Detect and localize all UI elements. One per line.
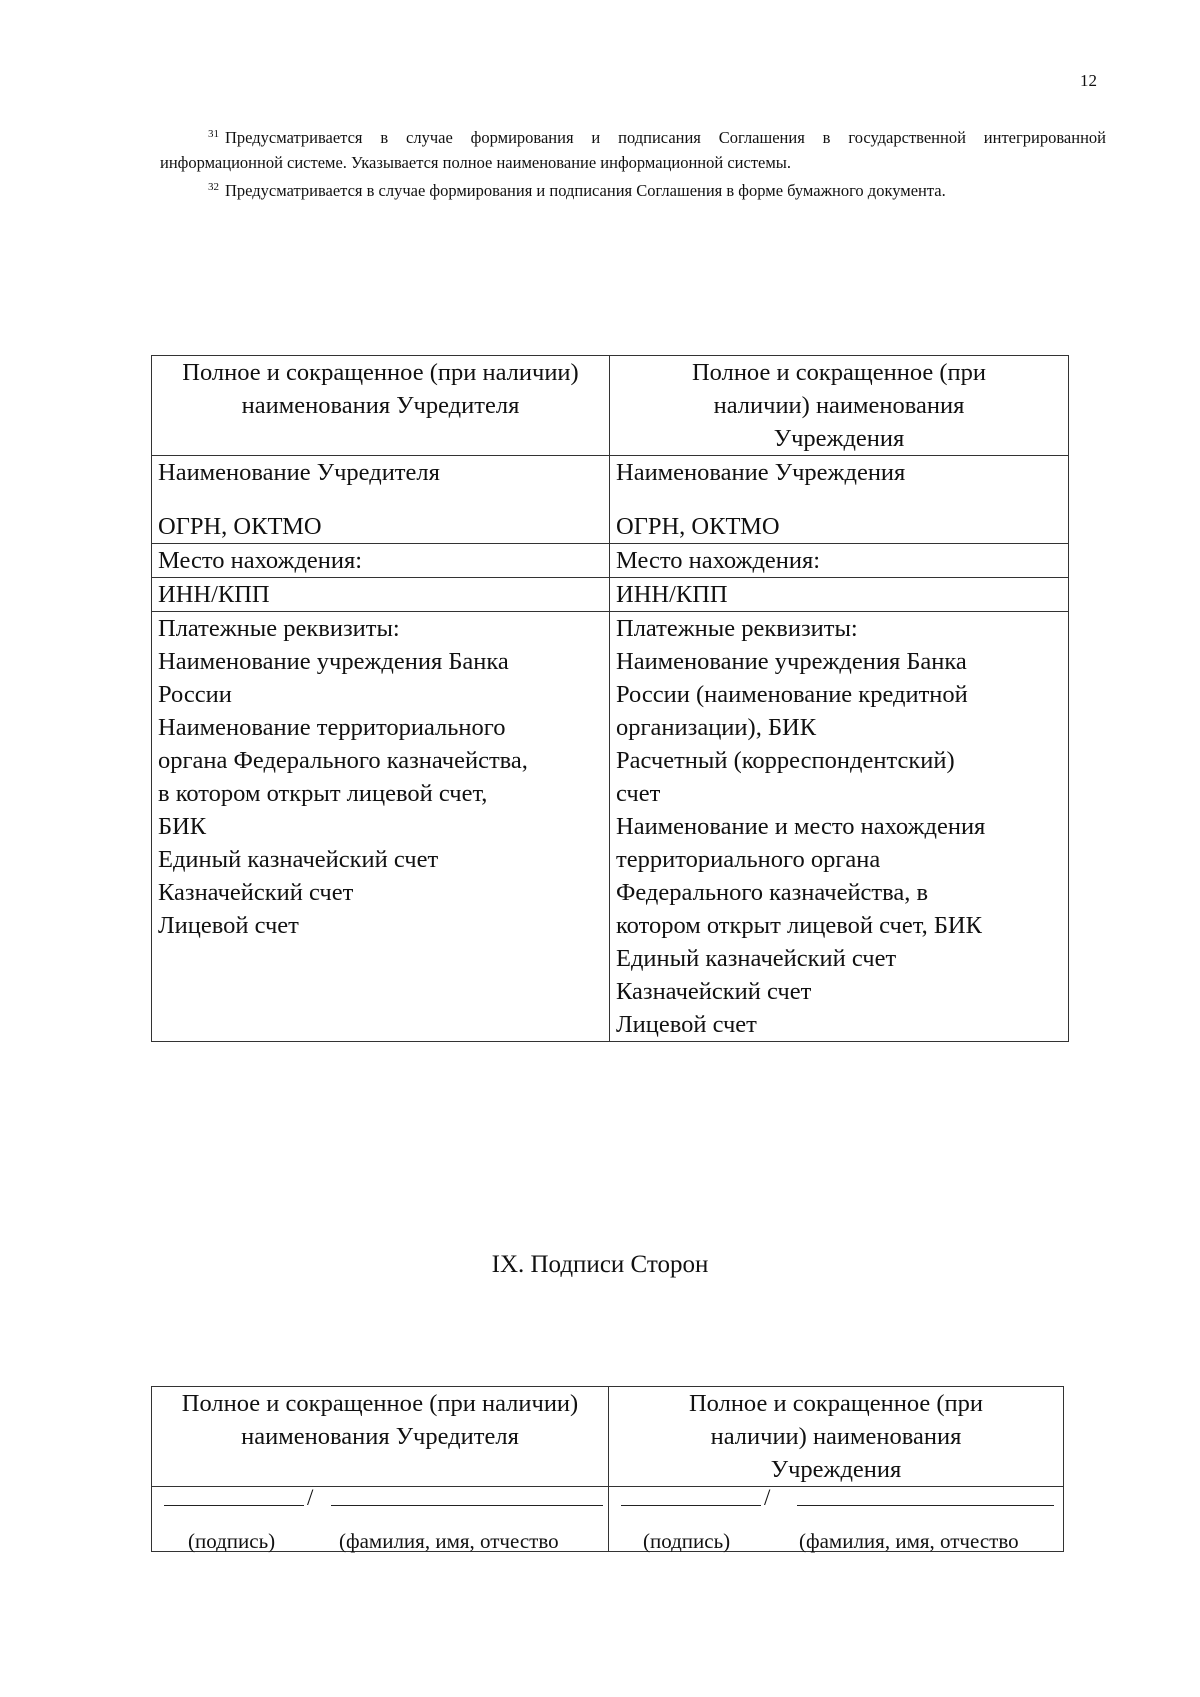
payment-line: Наименование учреждения Банка [616,648,967,675]
institution-name: Наименование Учреждения [616,459,906,486]
signature-caption: (подпись) [643,1529,731,1553]
institution-inn-kpp: ИНН/КПП [610,578,1069,612]
institution-payment-details [610,612,1069,1042]
footnote-mark: 32 [208,181,219,193]
footnotes [160,122,1106,203]
name-row [152,456,1069,544]
payment-line: Платежные реквизиты: [616,615,858,642]
founder-header-cell [152,356,610,456]
institution-codes: ОГРН, ОКТМО [616,513,780,540]
payment-line: органа Федерального казначейства, [158,747,528,774]
section-heading: IX. Подписи Сторон [491,1251,709,1278]
signatures-table [151,1386,1064,1552]
payment-line: Единый казначейский счет [616,945,897,972]
founder-header-text: Полное и сокращенное (при наличии) наименования Учредителя [182,359,579,419]
founder-payment-details [152,612,610,1042]
signature-line[interactable] [621,1487,761,1506]
institution-header-line: Полное и сокращенное (при [688,1390,984,1417]
payment-line: Единый казначейский счет [158,846,439,873]
institution-header-line: Учреждения [773,425,905,452]
payment-line: Наименование учреждения Банка [158,648,509,675]
payment-details-row [152,612,1069,1042]
payment-line: Лицевой счет [616,1011,757,1038]
institution-header-line: наличии) наименования [713,392,965,419]
institution-header-cell [610,356,1069,456]
name-line[interactable] [331,1487,603,1506]
footnote-mark: 31 [208,128,219,140]
footnote [160,175,1106,203]
payment-line: Лицевой счет [158,912,299,939]
payment-line: Наименование территориального [158,714,506,741]
institution-signature-cell [609,1487,1064,1552]
founder-inn-kpp: ИНН/КПП [152,578,610,612]
payment-line: России [158,681,232,708]
payment-line: Казначейский счет [158,879,354,906]
payment-line: Наименование и место нахождения [616,813,986,840]
founder-header-text: Полное и сокращенное (при наличии) наименования Учредителя [181,1390,579,1450]
payment-line: России (наименование кредитной [616,681,968,708]
signature-slash: / [307,1485,314,1510]
signatures-header-row [152,1387,1064,1487]
payment-line: БИК [158,813,207,840]
payment-line: организации), БИК [616,714,817,741]
institution-header-line: Учреждения [770,1456,902,1483]
founder-codes: ОГРН, ОКТМО [158,513,322,540]
payment-line: территориального органа [616,846,881,873]
signature-row [152,1487,1064,1552]
payment-line: в котором открыт лицевой счет, [158,780,488,807]
signature-line[interactable] [164,1487,304,1506]
requisites-table [151,355,1069,1042]
footnote-text: Предусматривается в случае формирования и подписания Соглашения в государственной интегрированной информационной системе. Указывается полное наименование информационной системы. [160,128,1106,172]
founder-header-cell [152,1387,609,1487]
footnote [160,122,1106,175]
footnote-text: Предусматривается в случае формирования и подписания Соглашения в форме бумажного документа. [225,181,946,200]
signature-caption: (подпись) [188,1529,276,1553]
name-caption: (фамилия, имя, отчество [339,1529,559,1553]
founder-location: Место нахождения: [152,544,610,578]
institution-name-cell [610,456,1069,544]
inn-kpp-row [152,578,1069,612]
institution-header-cell [609,1387,1064,1487]
payment-line: Казначейский счет [616,978,812,1005]
institution-header-line: наличии) наименования [710,1423,962,1450]
founder-name: Наименование Учредителя [158,459,440,486]
requisites-header-row [152,356,1069,456]
page-number: 12 [1080,71,1097,90]
founder-signature-cell [152,1487,609,1552]
name-caption: (фамилия, имя, отчество [799,1529,1019,1553]
payment-line: Федерального казначейства, в [616,879,929,906]
payment-line: счет [616,780,661,807]
payment-line: Расчетный (корреспондентский) [616,747,955,774]
signature-slash: / [764,1485,771,1510]
institution-header-line: Полное и сокращенное (при [691,359,987,386]
institution-location: Место нахождения: [610,544,1069,578]
payment-line: котором открыт лицевой счет, БИК [616,912,982,939]
payment-line: Платежные реквизиты: [158,615,400,642]
founder-name-cell [152,456,610,544]
location-row [152,544,1069,578]
name-line[interactable] [797,1487,1054,1506]
